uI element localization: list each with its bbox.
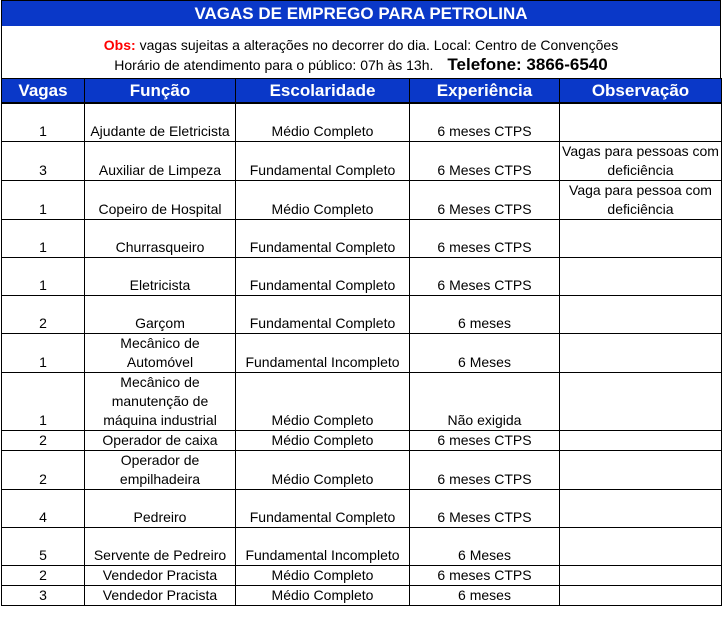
experiencia-cell: 6 meses CTPS — [410, 219, 560, 257]
experiencia-cell: Não exigida — [410, 372, 560, 430]
hours-line — [2, 55, 720, 75]
vagas-cell: 1 — [2, 372, 85, 430]
vagas-cell: 4 — [2, 489, 85, 527]
phone-number: Telefone: 3866-6540 — [447, 55, 608, 74]
experiencia-cell: 6 Meses CTPS — [410, 180, 560, 219]
escolaridade-cell: Fundamental Incompleto — [236, 333, 410, 372]
table-row — [2, 527, 722, 565]
vagas-cell: 1 — [2, 180, 85, 219]
table-row — [2, 333, 722, 372]
funcao-cell: Servente de Pedreiro — [85, 527, 236, 565]
col-header-funcao: Função — [85, 79, 236, 104]
observacao-cell — [560, 565, 722, 585]
observacao-cell: Vagas para pessoas com deficiência — [560, 141, 722, 180]
funcao-cell: Vendedor Pracista — [85, 565, 236, 585]
funcao-cell: Auxiliar de Limpeza — [85, 141, 236, 180]
experiencia-cell: 6 meses — [410, 295, 560, 333]
escolaridade-cell: Fundamental Incompleto — [236, 527, 410, 565]
vagas-cell: 2 — [2, 565, 85, 585]
escolaridade-cell: Médio Completo — [236, 565, 410, 585]
vagas-cell: 1 — [2, 257, 85, 295]
funcao-cell: Eletricista — [85, 257, 236, 295]
observacao-cell — [560, 103, 722, 141]
funcao-cell: Operador de empilhadeira — [85, 450, 236, 489]
table-row — [2, 180, 722, 219]
vagas-cell: 1 — [2, 333, 85, 372]
observacao-cell — [560, 450, 722, 489]
observacao-cell — [560, 489, 722, 527]
funcao-cell: Mecânico de manutenção de máquina industrial — [85, 372, 236, 430]
experiencia-cell: 6 Meses — [410, 527, 560, 565]
vagas-cell: 1 — [2, 219, 85, 257]
escolaridade-cell: Médio Completo — [236, 585, 410, 605]
col-header-observacao: Observação — [560, 79, 722, 104]
observacao-cell — [560, 333, 722, 372]
observacao-cell — [560, 372, 722, 430]
escolaridade-cell: Médio Completo — [236, 430, 410, 450]
escolaridade-cell: Médio Completo — [236, 103, 410, 141]
vagas-cell: 1 — [2, 103, 85, 141]
experiencia-cell: 6 meses CTPS — [410, 430, 560, 450]
funcao-cell: Ajudante de Eletricista — [85, 103, 236, 141]
table-row — [2, 257, 722, 295]
funcao-cell: Mecânico de Automóvel — [85, 333, 236, 372]
vagas-cell: 5 — [2, 527, 85, 565]
experiencia-cell: 6 Meses CTPS — [410, 141, 560, 180]
sheet-title: VAGAS DE EMPREGO PARA PETROLINA — [1, 0, 721, 26]
table-row — [2, 372, 722, 430]
col-header-vagas: Vagas — [2, 79, 85, 104]
vagas-cell: 3 — [2, 141, 85, 180]
observacao-cell — [560, 527, 722, 565]
table-row — [2, 565, 722, 585]
vagas-cell: 2 — [2, 450, 85, 489]
escolaridade-cell: Médio Completo — [236, 180, 410, 219]
col-header-experiencia: Experiência — [410, 79, 560, 104]
escolaridade-cell: Fundamental Completo — [236, 295, 410, 333]
table-row — [2, 103, 722, 141]
col-header-escolaridade: Escolaridade — [236, 79, 410, 104]
escolaridade-cell: Fundamental Completo — [236, 257, 410, 295]
observacao-cell — [560, 295, 722, 333]
observacao-cell — [560, 430, 722, 450]
escolaridade-cell: Fundamental Completo — [236, 141, 410, 180]
escolaridade-cell: Médio Completo — [236, 450, 410, 489]
experiencia-cell: 6 meses CTPS — [410, 450, 560, 489]
funcao-cell: Pedreiro — [85, 489, 236, 527]
table-row — [2, 295, 722, 333]
job-sheet — [1, 0, 721, 606]
obs-text: vagas sujeitas a alterações no decorrer do dia. Local: Centro de Convenções — [135, 37, 619, 53]
table-row — [2, 450, 722, 489]
obs-label: Obs: — [103, 37, 136, 53]
observacao-cell — [560, 219, 722, 257]
escolaridade-cell: Fundamental Completo — [236, 489, 410, 527]
vagas-cell: 2 — [2, 295, 85, 333]
escolaridade-cell: Médio Completo — [236, 372, 410, 430]
experiencia-cell: 6 meses CTPS — [410, 565, 560, 585]
table-header-row — [2, 79, 722, 104]
funcao-cell: Operador de caixa — [85, 430, 236, 450]
table-row — [2, 585, 722, 605]
experiencia-cell: 6 Meses — [410, 333, 560, 372]
table-row — [2, 219, 722, 257]
jobs-table — [1, 78, 722, 606]
experiencia-cell: 6 Meses CTPS — [410, 257, 560, 295]
funcao-cell: Vendedor Pracista — [85, 585, 236, 605]
experiencia-cell: 6 meses CTPS — [410, 103, 560, 141]
funcao-cell: Copeiro de Hospital — [85, 180, 236, 219]
observacao-cell — [560, 257, 722, 295]
table-row — [2, 489, 722, 527]
table-row — [2, 430, 722, 450]
vagas-cell: 2 — [2, 430, 85, 450]
observacao-cell — [560, 585, 722, 605]
experiencia-cell: 6 Meses CTPS — [410, 489, 560, 527]
hours-text: Horário de atendimento para o público: 07h às 13h. — [114, 57, 434, 73]
obs-line — [2, 35, 720, 55]
table-row — [2, 141, 722, 180]
funcao-cell: Garçom — [85, 295, 236, 333]
info-box — [1, 26, 721, 78]
experiencia-cell: 6 meses — [410, 585, 560, 605]
escolaridade-cell: Fundamental Completo — [236, 219, 410, 257]
observacao-cell: Vaga para pessoa com deficiência — [560, 180, 722, 219]
vagas-cell: 3 — [2, 585, 85, 605]
funcao-cell: Churrasqueiro — [85, 219, 236, 257]
